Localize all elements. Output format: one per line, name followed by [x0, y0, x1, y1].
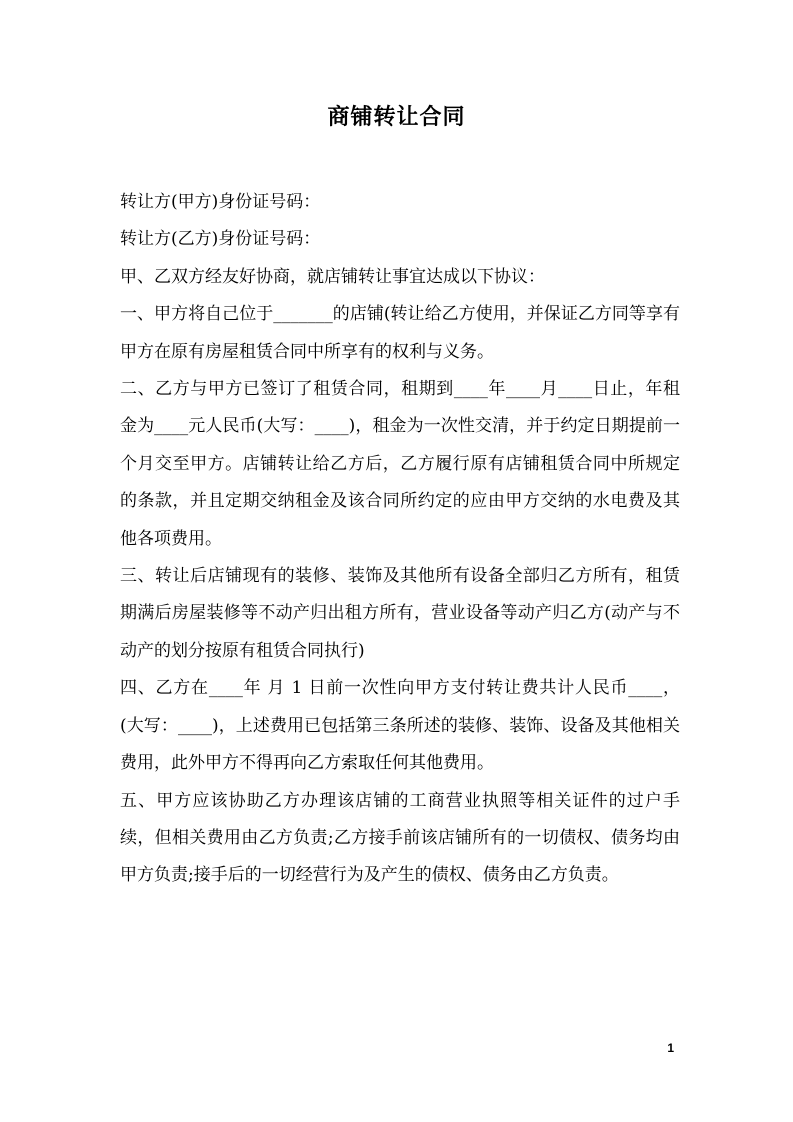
- party-b-id-line: 转让方(乙方)身份证号码：: [120, 229, 321, 250]
- document-title: 商铺转让合同: [327, 104, 466, 130]
- document-body: [120, 184, 680, 895]
- agreement-intro: 甲、乙双方经友好协商，就店铺转让事宜达成以下协议：: [120, 266, 545, 287]
- clause-3: 三、转让后店铺现有的装修、装饰及其他所有设备全部归乙方所有，租赁期满后房屋装修等不动产归出租方所有，营业设备等动产归乙方(动产与不动产的划分按原有租赁合同执行): [120, 566, 680, 661]
- clause-1: 一、甲方将自己位于_______的店铺(转让给乙方使用，并保证乙方同等享有甲方在原有房屋租赁合同中所享有的权利与义务。: [120, 304, 680, 362]
- page-number: 1: [667, 1041, 674, 1055]
- party-a-id-line: 转让方(甲方)身份证号码：: [120, 192, 321, 212]
- clause-2: 二、乙方与甲方已签订了租赁合同，租期到____年____月____日止，年租金为____元人民币(大写：____)，租金为一次性交清，并于约定日期提前一个月交至甲方。店铺转让给乙方后，乙方履行原有店铺租赁合同中所规定的条款，并且定期交纳租金及该合同所约定的应由甲方交纳的水电费及其他各项费用。: [120, 379, 680, 549]
- clause-4: 四、乙方在____年 月 1 日前一次性向甲方支付转让费共计人民币____，(大写：____)，上述费用已包括第三条所述的装修、装饰、设备及其他相关费用，此外甲方不得再向乙方索取任何其他费用。: [120, 678, 680, 774]
- clause-5: 五、甲方应该协助乙方办理该店铺的工商营业执照等相关证件的过户手续，但相关费用由乙方负责;乙方接手前该店铺所有的一切债权、债务均由甲方负责;接手后的一切经营行为及产生的债权、债务由乙方负责。: [120, 790, 680, 886]
